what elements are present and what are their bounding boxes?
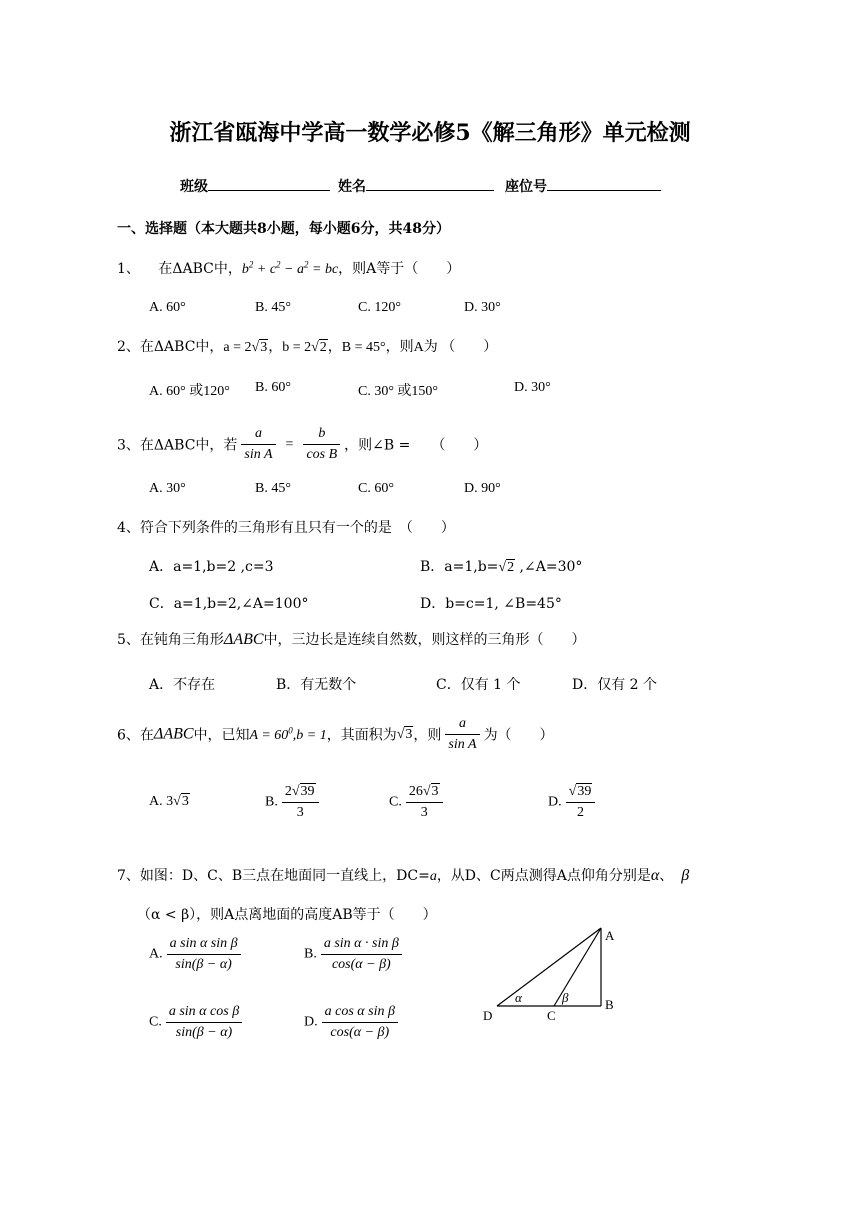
q1-option-a[interactable]: A. 60° — [149, 300, 186, 315]
q7-option-b[interactable]: B. $\frac{\text{a sin α · sin β}}{\cos(\alpha - \beta)}$ — [304, 936, 406, 973]
q6-option-a[interactable]: A. 3√3 — [149, 794, 189, 809]
q4-option-a[interactable]: A．a=1,b=2 ,c=3 — [149, 559, 274, 575]
class-label: 班级 — [180, 179, 208, 195]
q3-option-b[interactable]: B. 45° — [255, 481, 291, 496]
q2-option-a[interactable]: A. 60° 或120° — [149, 384, 230, 399]
q2-option-d[interactable]: D. 30° — [514, 380, 551, 395]
q3-fraction-2: $\frac{b}{\text{cos B}}$ — [303, 426, 340, 463]
q5-option-b[interactable]: B．有无数个 — [276, 677, 357, 693]
q6-option-d[interactable]: D. $\frac{√39}{2}$ — [548, 784, 599, 821]
question-7-line-1: 7、如图：D、C、B三点在地面同一直线上，DC=a，从D、C两点测得A点仰角分别是α、 β — [117, 867, 690, 884]
class-blank[interactable] — [208, 176, 330, 191]
q7-option-d[interactable]: D. $\frac{\text{a cos α sin β}}{\cos(\alpha - \beta)}$ — [304, 1004, 402, 1041]
q6-option-b[interactable]: B. $\frac{2√39}{3}$ — [265, 784, 323, 821]
question-7-line-2: （α < β），则A点离地面的高度AB等于（ ） — [137, 907, 437, 923]
q6-condition: $A = 60^0,b = 1$ — [249, 725, 327, 743]
question-6: 6、在ΔABC中，已知$A = 60^0,b = 1$，其面积为√3，则 $\frac{a}{\text{sin A}}$ 为（ ） — [117, 716, 554, 752]
q3-fraction-1: $\frac{a}{\text{sin A}}$ — [241, 426, 275, 463]
q2-option-c[interactable]: C. 30° 或150° — [358, 384, 439, 399]
q6-fraction: $\frac{a}{\text{sin A}}$ — [445, 716, 479, 753]
question-3 — [117, 426, 487, 463]
label-alpha: α — [515, 990, 522, 1005]
q3-option-c[interactable]: C. 60° — [358, 481, 394, 496]
sight-line-d — [497, 928, 601, 1006]
q1-formula: $b^2 + c^2 - a^2$ = bc — [241, 259, 339, 277]
q1-number: 1、 — [117, 261, 140, 277]
q5-option-d[interactable]: D．仅有 2 个 — [572, 677, 658, 693]
q3-option-d[interactable]: D. 90° — [464, 481, 501, 496]
label-b: B — [605, 997, 614, 1012]
label-c: C — [547, 1008, 556, 1023]
q3-post: ，则∠B = （ ） — [344, 437, 488, 454]
q1-option-b[interactable]: B. 45° — [255, 300, 291, 315]
question-2 — [117, 336, 497, 356]
q7-option-a[interactable]: A. $\frac{\text{a sin α sin β}}{\sin(\beta - \alpha)}$ — [149, 936, 245, 973]
q2-b-value: ，b = 2√2 — [268, 340, 327, 355]
q4-option-c[interactable]: C．a=1,b=2,∠A=100° — [149, 596, 309, 612]
q3-pre: 在ΔABC中，若 — [139, 437, 238, 454]
question-4: 4、符合下列条件的三角形有且只有一个的是 （ ） — [117, 520, 455, 536]
q2-number: 2、 — [117, 339, 140, 355]
q2-post: ，B = 45°，则A为 （ ） — [327, 340, 498, 355]
seat-label: 座位号 — [505, 179, 547, 195]
name-label: 姓名 — [338, 179, 366, 195]
seat-blank[interactable] — [547, 176, 661, 191]
q4-option-d[interactable]: D．b=c=1, ∠B=45° — [420, 596, 562, 612]
q7-triangle-figure — [475, 920, 635, 1030]
q3-equals: = — [285, 436, 294, 452]
q5-option-a[interactable]: A．不存在 — [149, 677, 216, 693]
q3-number: 3、 — [117, 437, 140, 454]
page-title: 浙江省瓯海中学高一数学必修5《解三角形》单元检测 — [169, 120, 691, 146]
q5-option-c[interactable]: C．仅有 1 个 — [436, 677, 521, 693]
q4-option-b[interactable]: B．a=1,b=√2 ,∠A=30° — [420, 559, 583, 575]
q7-option-c[interactable]: C. $\frac{\text{a sin α cos β}}{\sin(\beta - \alpha)}$ — [149, 1004, 246, 1041]
q2-pre: 在ΔABC中， — [139, 339, 224, 355]
question-5: 5、在钝角三角形ΔABC中，三边长是连续自然数，则这样的三角形（ ） — [117, 631, 586, 648]
name-field — [338, 176, 494, 196]
q1-option-d[interactable]: D. 30° — [464, 300, 501, 315]
label-beta: β — [562, 990, 569, 1005]
section-heading: 一、选择题（本大题共8小题，每小题6分，共48分） — [117, 221, 450, 237]
seat-field — [505, 176, 661, 196]
q6-option-c[interactable]: C. $\frac{26√3}{3}$ — [389, 784, 447, 821]
q1-option-c[interactable]: C. 120° — [358, 300, 401, 315]
label-a: A — [605, 928, 615, 943]
class-field — [180, 176, 330, 196]
q1-post: ，则A等于（ ） — [338, 261, 461, 277]
question-1 — [117, 258, 460, 278]
q1-pre: 在ΔABC中， — [158, 261, 242, 277]
q3-option-a[interactable]: A. 30° — [149, 481, 186, 496]
q2-option-b[interactable]: B. 60° — [255, 380, 291, 395]
q2-a-value: a = 2√3 — [223, 340, 268, 355]
name-blank[interactable] — [366, 176, 494, 191]
label-d: D — [483, 1008, 493, 1023]
